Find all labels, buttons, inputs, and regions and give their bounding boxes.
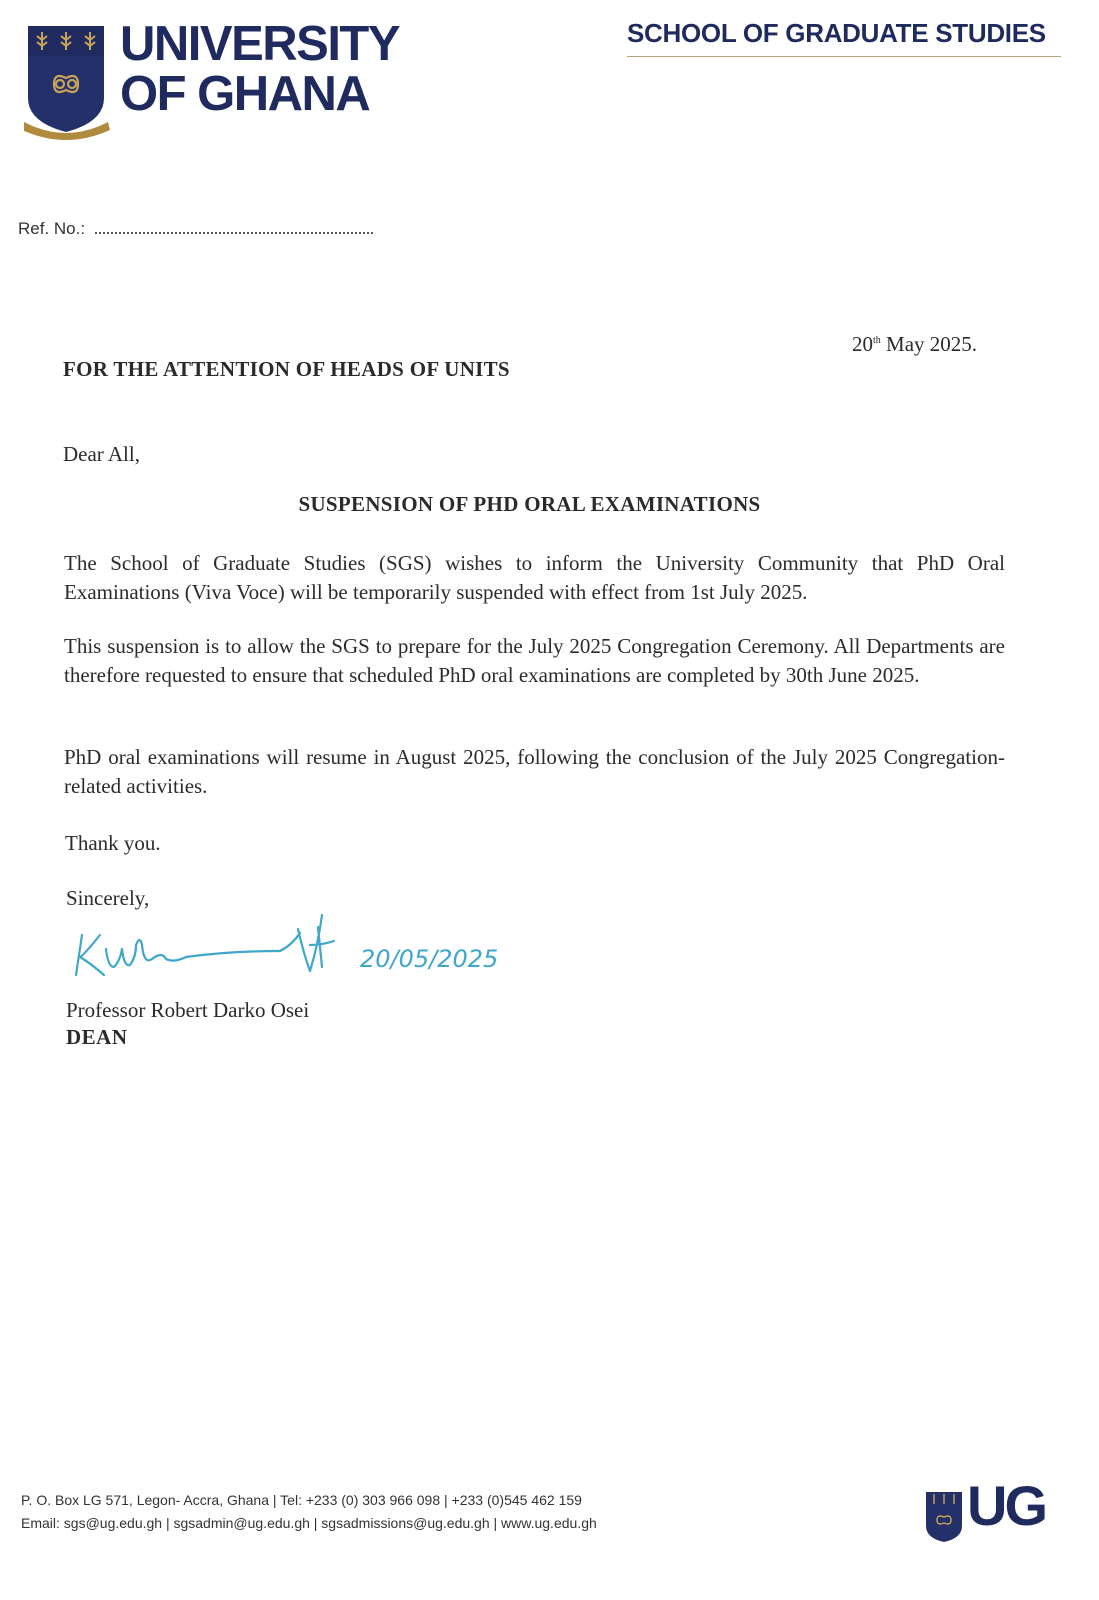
body-paragraph: PhD oral examinations will resume in August 2025, following the conclusion of the July 2025 Congregation-related activities. [64, 745, 1005, 798]
ref-label: Ref. No.: [18, 219, 86, 238]
university-name-line1: UNIVERSITY [120, 17, 400, 71]
date-day: 20 [852, 332, 873, 356]
reference-number [18, 219, 373, 239]
thanks-line: Thank you. [65, 831, 161, 855]
closing-line: Sincerely, [66, 886, 150, 910]
handwritten-signature [70, 905, 540, 995]
letter-date [852, 326, 977, 359]
body-paragraph: This suspension is to allow the SGS to prepare for the July 2025 Congregation Ceremony. All Departments are therefore requested to ensure that scheduled PhD oral examinations are completed by 30th June 2025. [64, 634, 1005, 687]
date-rest: May 2025. [880, 332, 978, 356]
salutation: Dear All, [63, 442, 140, 466]
footer-address: P. O. Box LG 571, Legon- Accra, Ghana | Tel: +233 (0) 303 966 098 | +233 (0)545 462 159 [21, 1492, 582, 1508]
signer-title: DEAN [66, 1025, 128, 1049]
date-suffix: th [873, 335, 881, 346]
header-rule [627, 56, 1061, 57]
body-paragraph: The School of Graduate Studies (SGS) wishes to inform the University Community that PhD Oral Examinations (Viva Voce) will be temporarily suspended with effect from 1st July 2025. [64, 551, 1005, 604]
handwritten-date: 20/05/2025 [360, 945, 499, 973]
ug-crest-icon [924, 1490, 964, 1544]
ref-blank-line [95, 220, 373, 234]
school-title: SCHOOL OF GRADUATE STUDIES [627, 18, 1046, 48]
footer-contacts: Email: sgs@ug.edu.gh | sgsadmin@ug.edu.gh | sgsadmissions@ug.edu.gh | www.ug.edu.gh [21, 1515, 597, 1531]
attention-line: FOR THE ATTENTION OF HEADS OF UNITS [63, 357, 510, 381]
letter-subject: SUSPENSION OF PHD ORAL EXAMINATIONS [298, 492, 761, 516]
university-crest-icon [24, 22, 114, 142]
ug-logo-mark: UG [967, 1474, 1045, 1537]
signer-name: Professor Robert Darko Osei [66, 998, 310, 1022]
university-name-line2: OF GHANA [120, 67, 370, 121]
